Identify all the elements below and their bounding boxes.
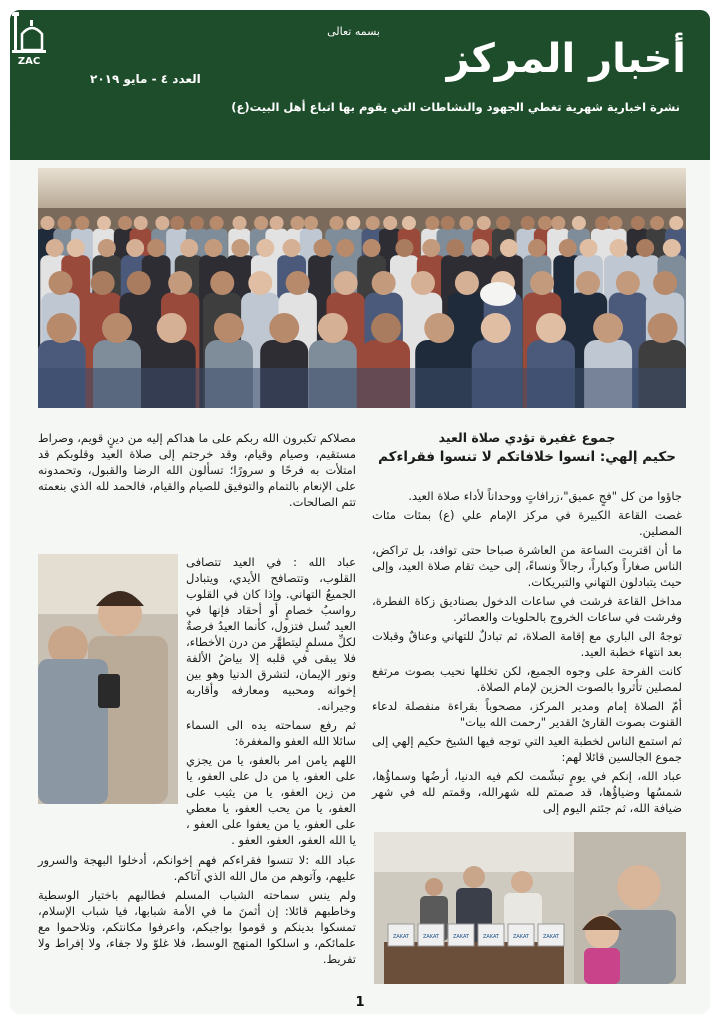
newsletter-title: أخبار المركز (446, 36, 686, 82)
article-paragraph: ثم استمع الناس لخطبة العيد التي توجه فيها الشيخ حكيم إلهي إلى جموع الجالسين قائلا لهم: (372, 734, 682, 764)
zakat-box-label: ZAKAT (452, 934, 470, 940)
article-kicker: جموع غفيرة تؤدي صلاة العيد (438, 430, 616, 445)
zakat-box-label: ZAKAT (422, 934, 440, 940)
embrace-photo (38, 554, 178, 804)
article-column-left-narrow (186, 554, 356, 851)
basmala-text: بسمه تعالى (327, 25, 380, 38)
article-column-left-top (38, 430, 356, 513)
eid-prayer-crowd-photo (38, 168, 686, 408)
issue-number: العدد ٤ - مايو ٢٠١٩ (90, 72, 201, 86)
newsletter-tagline-sub: إنطلاقا من مركز الإمام علي (ع) او تحت سقفه. (423, 122, 680, 135)
zakat-box-label: ZAKAT (512, 934, 530, 940)
article-headline-block (372, 430, 682, 465)
article-paragraph: مصلاكم تكبرون الله ربكم على ما هداكم إليه من دينٍ قويم، وصراط مستقيم، وصيام وقيام، وقد خرجتم إلى صلاة العيد وقلوبكم قد امتلأت به فرحًا و سرورًا؛ تسألون الله الرضا والقبول، وتحمدونه على الإنعام بالتمام والتوفيق للصيام والقيام، فالحمد لله الذي بنعمته تتم الصالحات. (38, 431, 356, 509)
article-paragraph: عباد الله : في العيد تتصافى القلوب، وتتصافح الأيدي، ويتبادل الجميعُ التهاني. وإذا كان في القلوب رواسبُ خصامٍ أو أحقاد فإنها في العيد تُسل فتزول، كأنما العيدُ فرصةٌ لكلِّ مسلمٍ ليتطهَّر من درن الأخطاء، فلا يبقى في قلبه إلا بياضُ الألفة ونور الإيمان، لتشرق الدنيا وهو بين إخوانه ومحبيه ومعارفه وأقاربه وجيرانه. (186, 555, 356, 713)
zakat-box-label: ZAKAT (542, 934, 560, 940)
page-number: 1 (355, 995, 365, 1010)
article-paragraph: أمّ الصلاة إمام ومدير المركز، مصحوباً بقراءة منفصلة لدعاء القنوت بصوت القارئ القدير "رحمت الله بيات" (372, 699, 682, 729)
article-paragraph: عباد الله، إنكم في يومٍ تبشّمت لكم فيه الدنيا، أرضُها وسماؤُها، شمسُها وضياؤُها، قد صمتم لله شهرالله، وقمتم لله في شهر ضيافة الله، ثم جئتم اليوم إلى (372, 769, 682, 815)
masthead-band (10, 10, 710, 160)
article-paragraph: اللهم يامن امر بالعفو، يا من يجزي على العفو، يا من دل على العفو، يا من زين العفو، يا من يثيب على العفو، يا من يحب العفو، يا معطي على العفو، يا من يعفوا على العفو ، يا الله العفو، العفو، العفو . (186, 753, 356, 847)
article-paragraph: عباد الله :لا تنسوا فقراءكم فهم إخوانكم، أدخلوا البهجة والسرور عليهم، وآتوهم من مال الله الذي آتاكم. (38, 853, 356, 883)
center-logo-icon (10, 10, 48, 66)
article-paragraph: ثم رفع سماحته يده الى السماء سائلا الله العفو والمغفرة: (186, 718, 356, 748)
page-frame (10, 10, 710, 1014)
article-headline: حكيم إلهي: انسوا خلافاتكم لا تنسوا فقراءكم (378, 449, 676, 465)
zakat-box-label: ZAKAT (392, 934, 410, 940)
article-paragraph: غصت القاعة الكبيرة في مركز الإمام علي (ع) بمئات مئات المصلين. (372, 508, 682, 538)
article-paragraph: مداخل القاعة فرشت في ساعات الدخول بصناديق زكاة الفطرة، وفرشت في ساعات الخروج بالحلويات والعصائر. (372, 594, 682, 624)
article-paragraph: ما أن اقتربت الساعة من العاشرة صباحا حتى توافد، بل تراكض، الناس صغاراً وكباراً، رجالاً ونساءً، إلى حيث تقام صلاة العيد، وإلى حيث يتبادلون التهاني والتبريكات. (372, 543, 682, 589)
article-paragraph: جاؤوا من كل "فجٍ عميق"،زرافاتٍ ووحداناً لأداء صلاة العيد. (408, 489, 682, 503)
article-paragraph: توجهٌ الى الباري مع إقامة الصلاة، ثم تبادلٌ للتهاني وعناقٌ وقبلات بعد انتهاء خطبة العيد. (372, 629, 682, 659)
logo-text: ZAC (17, 56, 41, 66)
article-column-right (372, 488, 682, 819)
newsletter-tagline: نشرة اخبارية شهرية تغطي الجهود والنشاطات التي يقوم بها اتباع أهل البيت(ع) (231, 100, 680, 114)
zakat-box-label: ZAKAT (482, 934, 500, 940)
zakat-boxes-photo (374, 832, 686, 984)
article-paragraph: كانت الفرحة على وجوه الجميع، لكن تخللها نحيب بصوت مرتفع لمصلين تأثروا بالصوت الحزين لإمام الصلاة. (372, 664, 682, 694)
article-paragraph: ولم ينس سماحته الشباب المسلم فطالبهم باختيار الوسطية وخاطبهم قائلا: إن أثمنَ ما في الأمة شبابها، فيا شباب الإسلام، تمسكوا بدينكم و قوموا بواجبكم، واعرفوا مكانتكم، وتلاحموا مع علمائكم، و اسلكوا المنهج الوسط، فلا غلوّ ولا جفاء، ولا إفراط ولا تفريط. (38, 888, 356, 966)
article-column-left-bottom (38, 852, 356, 970)
